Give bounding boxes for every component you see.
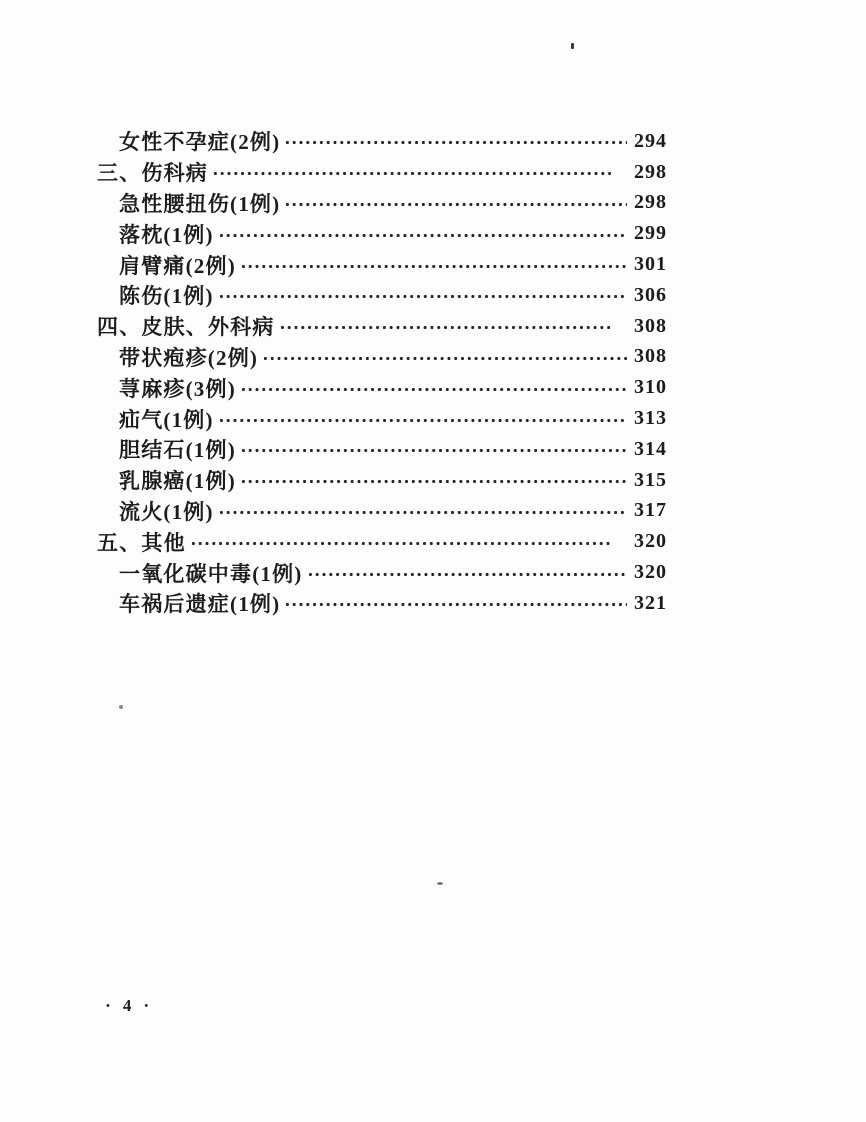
dot-leader: [262, 342, 627, 373]
toc-entry-page-number: 314: [634, 437, 667, 460]
dot-leader: [240, 249, 627, 280]
toc-entry-page-number: 315: [634, 468, 667, 491]
page-footer: [106, 996, 148, 1016]
toc-entry: [97, 372, 667, 403]
toc-entry: [97, 496, 667, 527]
toc-entry: [97, 526, 667, 557]
toc-entry-label: 急性腰扭伤(1例): [119, 191, 281, 216]
toc-entry-label: 肩臂痛(2例): [119, 253, 236, 278]
toc-entry-page-number: 320: [634, 530, 667, 553]
toc-entry-label: 车祸后遗症(1例): [119, 592, 281, 617]
dot-leader: [307, 557, 628, 588]
toc-entry-page-number: 321: [634, 591, 667, 614]
toc-entry-page-number: 298: [634, 160, 667, 183]
dot-leader: [284, 588, 627, 619]
toc-entry-label: 乳腺癌(1例): [119, 469, 236, 494]
footer-left-dot: •: [106, 999, 110, 1012]
toc-entry: [97, 188, 667, 219]
toc-entry: [97, 280, 667, 311]
toc-entry: [97, 126, 667, 157]
toc-entry-page-number: 298: [634, 191, 667, 214]
dot-leader: [279, 311, 611, 342]
toc-entry: [97, 588, 667, 619]
scan-speck: [119, 705, 123, 709]
toc-entry-label: 疝气(1例): [119, 407, 214, 432]
toc-entry-label: 荨麻疹(3例): [119, 376, 236, 401]
dot-leader: [240, 434, 627, 465]
toc-entry-label: 四、皮肤、外科病: [97, 315, 275, 340]
toc-entry-page-number: 299: [634, 222, 667, 245]
toc-entry-label: 落枕(1例): [119, 222, 214, 247]
dot-leader: [284, 188, 627, 219]
toc-entry-page-number: 317: [634, 499, 667, 522]
dot-leader: [218, 496, 627, 527]
scan-speck: [571, 43, 574, 49]
dot-leader: [240, 465, 627, 496]
toc-entry: [97, 403, 667, 434]
toc-entry-label: 胆结石(1例): [119, 438, 236, 463]
toc-entry-page-number: 308: [634, 314, 667, 337]
toc-entry: [97, 157, 667, 188]
table-of-contents: [97, 126, 667, 619]
toc-entry-page-number: 308: [634, 345, 667, 368]
dot-leader: [218, 403, 627, 434]
toc-entry: [97, 434, 667, 465]
toc-entry-label: 流火(1例): [119, 499, 214, 524]
toc-entry-label: 一氧化碳中毒(1例): [119, 561, 303, 586]
toc-entry-label: 带状疱疹(2例): [119, 345, 259, 370]
toc-entry-page-number: 310: [634, 376, 667, 399]
footer-right-dot: •: [144, 999, 149, 1012]
toc-entry-page-number: 313: [634, 407, 667, 430]
toc-entry: [97, 311, 667, 342]
dot-leader: [240, 372, 627, 403]
dot-leader: [190, 526, 611, 557]
toc-entry-label: 女性不孕症(2例): [119, 130, 281, 155]
dot-leader: [218, 218, 627, 249]
toc-entry-page-number: 301: [634, 253, 667, 276]
dot-leader: [284, 126, 627, 157]
dot-leader: [218, 280, 627, 311]
toc-entry-label: 五、其他: [97, 530, 186, 555]
toc-entry: [97, 249, 667, 280]
dot-leader: [212, 157, 611, 188]
toc-entry-label: 陈伤(1例): [119, 284, 214, 309]
toc-entry: [97, 465, 667, 496]
toc-entry: [97, 557, 667, 588]
scan-speck: [437, 882, 443, 885]
toc-entry-label: 三、伤科病: [97, 161, 208, 186]
toc-entry-page-number: 306: [634, 283, 667, 306]
toc-entry: [97, 342, 667, 373]
footer-page-number: 4: [122, 996, 132, 1015]
toc-entry-page-number: 320: [634, 561, 667, 584]
toc-entry-page-number: 294: [634, 129, 667, 152]
toc-entry: [97, 218, 667, 249]
